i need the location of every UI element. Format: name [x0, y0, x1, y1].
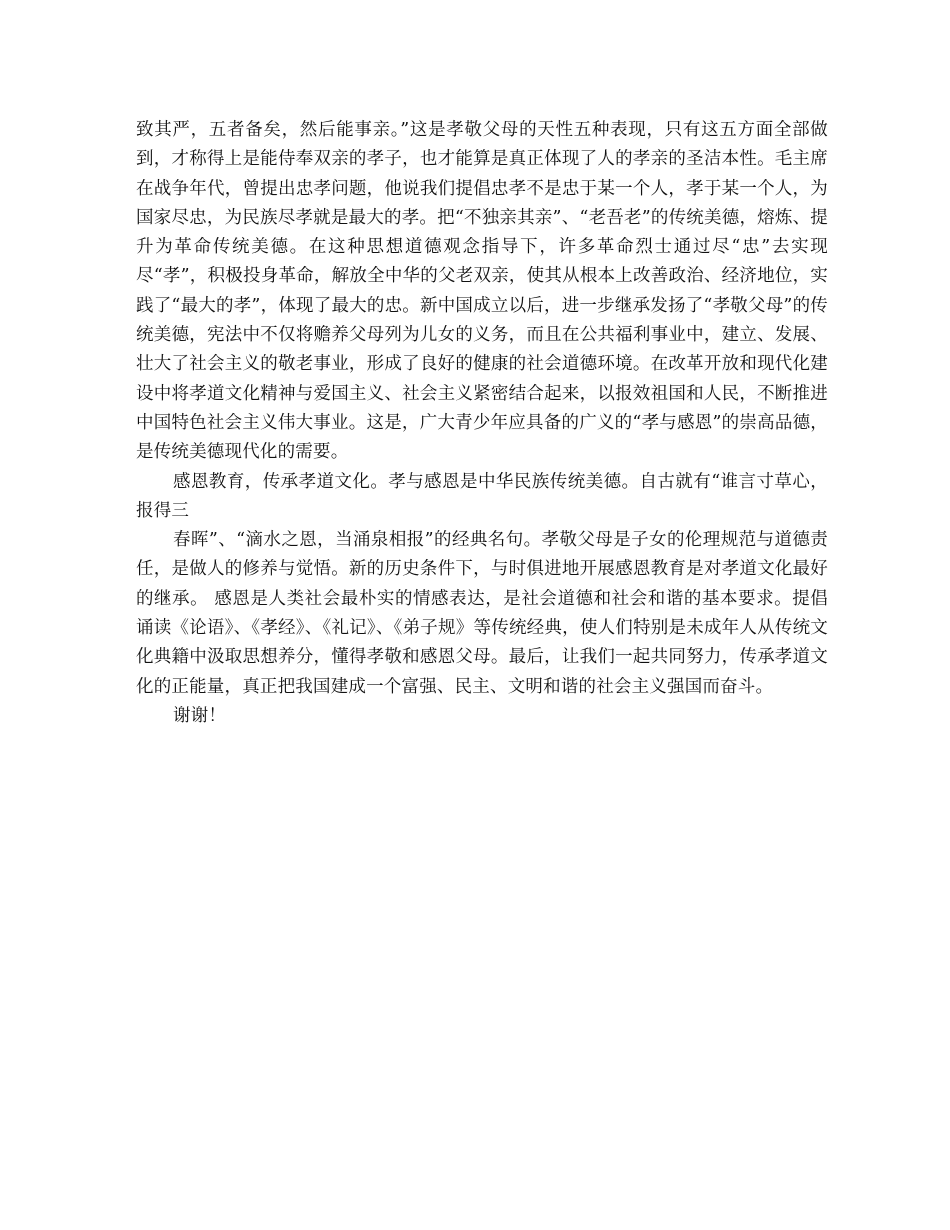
- document-body: [136, 116, 828, 731]
- closing-thanks: 谢谢！: [173, 705, 227, 726]
- paragraph-filial-piety-inheritance: 春晖”、“滴水之恩，当涌泉相报”的经典名句。孝敬父母是子女的伦理规范与道德责任，是做人的修养与觉悟。新的历史条件下，与时俱进地开展感恩教育是对孝道文化最好的继承。 感恩是人类社会最朴实的情感表达，是社会道德和社会和谐的基本要求。提倡诵读《论语》、《孝经》、《礼记》、《弟子规》等传统经典，使人们特别是未成年人从传统文化典籍中汲取思想养分，懂得孝敬和感恩父母。最后，让我们一起共同努力，传承孝道文化的正能量，真正把我国建成一个富强、民主、文明和谐的社会主义强国而奋斗。: [136, 530, 828, 697]
- paragraph-gratitude-education: 感恩教育，传承孝道文化。孝与感恩是中华民族传统美德。自古就有“谁言寸草心，报得三: [136, 471, 828, 521]
- paragraph-continuation: 致其严，五者备矣，然后能事亲。”这是孝敬父母的天性五种表现，只有这五方面全部做到，才称得上是能侍奉双亲的孝子，也才能算是真正体现了人的孝亲的圣洁本性。毛主席在战争年代，曾提出忠孝问题，他说我们提倡忠孝不是忠于某一个人，孝于某一个人，为国家尽忠，为民族尽孝就是最大的孝。把“不独亲其亲”、“老吾老”的传统美德，熔炼、提升为革命传统美德。在这种思想道德观念指导下，许多革命烈士通过尽“忠”去实现尽“孝”，积极投身革命，解放全中华的父老双亲，使其从根本上改善政治、经济地位，实践了“最大的孝”，体现了最大的忠。新中国成立以后，进一步继承发扬了“孝敬父母”的传统美德，宪法中不仅将赡养父母列为儿女的义务，而且在公共福利事业中，建立、发展、壮大了社会主义的敬老事业，形成了良好的健康的社会道德环境。在改革开放和现代化建设中将孝道文化精神与爱国主义、社会主义紧密结合起来，以报效祖国和人民，不断推进中国特色社会主义伟大事业。这是，广大青少年应具备的广义的“孝与感恩”的崇高品德，是传统美德现代化的需要。: [136, 120, 828, 463]
